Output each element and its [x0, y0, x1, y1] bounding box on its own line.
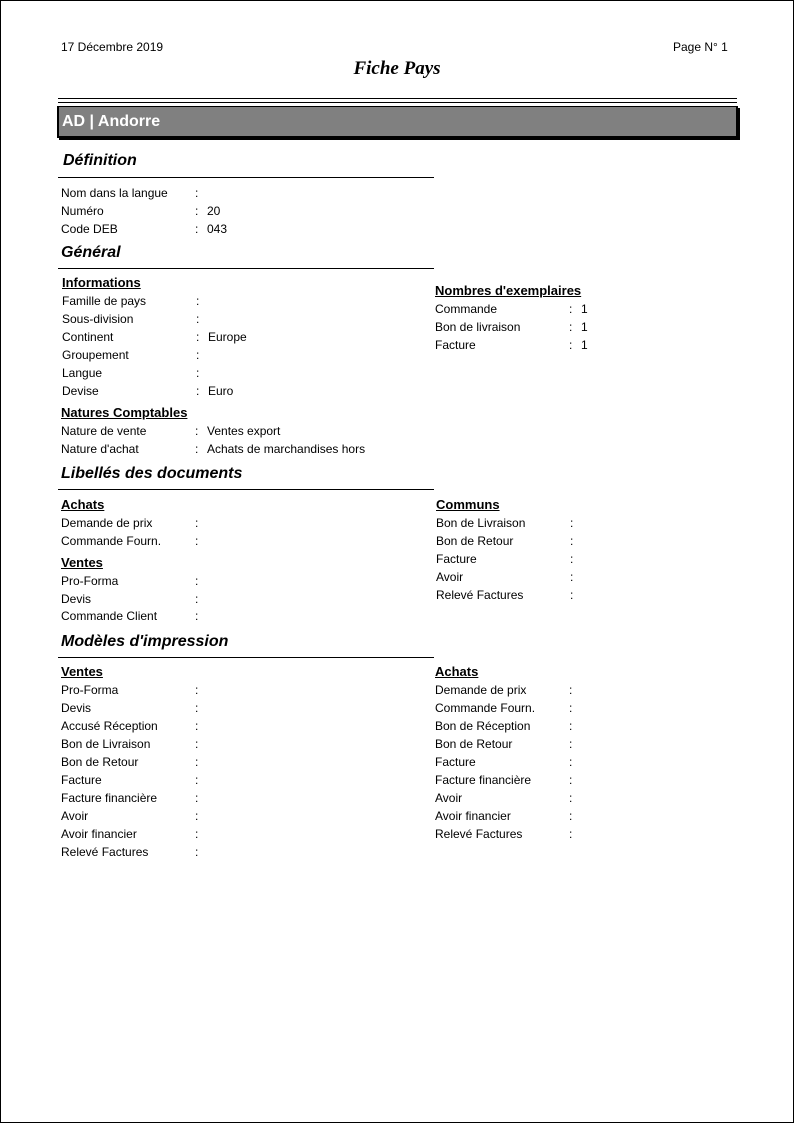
field-colon: : [195, 442, 199, 456]
field-value: 1 [581, 338, 588, 352]
report-date: 17 Décembre 2019 [61, 40, 164, 54]
field-colon: : [195, 755, 199, 769]
field-colon: : [569, 827, 573, 841]
field-label: Devis [61, 701, 92, 715]
header-rule-1 [58, 98, 737, 99]
field-colon: : [569, 719, 573, 733]
field-colon: : [195, 186, 199, 200]
field-label: Avoir [61, 809, 89, 823]
field-label: Continent [62, 330, 114, 344]
field-label: Bon de Retour [435, 737, 513, 751]
field-label: Demande de prix [61, 516, 153, 530]
field-colon: : [195, 683, 199, 697]
field-colon: : [569, 302, 573, 316]
field-label: Demande de prix [435, 683, 527, 697]
field-colon: : [195, 609, 199, 623]
field-colon: : [196, 348, 200, 362]
field-colon: : [195, 737, 199, 751]
field-colon: : [196, 366, 200, 380]
subsection-exemplaires: Nombres d'exemplaires [435, 283, 582, 298]
section-modeles-heading: Modèles d'impression [61, 633, 229, 650]
field-colon: : [570, 588, 574, 602]
field-label: Bon de Retour [436, 534, 514, 548]
field-label: Relevé Factures [436, 588, 524, 602]
field-label: Accusé Réception [61, 719, 158, 733]
field-label: Facture [61, 773, 102, 787]
field-label: Relevé Factures [61, 845, 149, 859]
field-value: Achats de marchandises hors [207, 442, 366, 456]
field-colon: : [195, 592, 199, 606]
field-label: Devise [62, 384, 99, 398]
field-colon: : [570, 570, 574, 584]
field-colon: : [195, 574, 199, 588]
section-libelles-rule [58, 489, 434, 490]
field-colon: : [195, 791, 199, 805]
field-label: Nature d'achat [61, 442, 139, 456]
section-general-heading: Général [61, 244, 121, 261]
field-value: Ventes export [207, 424, 281, 438]
field-label: Code DEB [61, 222, 118, 236]
field-colon: : [195, 424, 199, 438]
field-label: Nature de vente [61, 424, 147, 438]
field-label: Facture [436, 552, 477, 566]
subsection-libelles-communs: Communs [436, 497, 500, 512]
field-colon: : [196, 312, 200, 326]
field-colon: : [196, 330, 200, 344]
field-label: Pro-Forma [61, 683, 119, 697]
header-rule-2 [58, 102, 737, 103]
page-title: Fiche Pays [353, 58, 441, 79]
field-label: Avoir [435, 791, 463, 805]
field-label: Pro-Forma [61, 574, 119, 588]
field-value: 043 [207, 222, 228, 236]
field-label: Commande Client [61, 609, 158, 623]
field-colon: : [195, 809, 199, 823]
field-label: Bon de Réception [435, 719, 531, 733]
field-colon: : [569, 701, 573, 715]
field-label: Avoir [436, 570, 464, 584]
section-general-rule [58, 268, 434, 269]
field-colon: : [569, 755, 573, 769]
field-label: Bon de Livraison [436, 516, 526, 530]
subsection-libelles-achats: Achats [61, 497, 105, 512]
field-label: Groupement [62, 348, 129, 362]
field-colon: : [195, 534, 199, 548]
field-label: Facture [435, 755, 476, 769]
field-label: Sous-division [62, 312, 134, 326]
field-label: Famille de pays [62, 294, 147, 308]
field-colon: : [570, 534, 574, 548]
field-label: Facture financière [61, 791, 158, 805]
field-colon: : [196, 294, 200, 308]
subsection-natures: Natures Comptables [61, 405, 188, 420]
field-label: Avoir financier [61, 827, 137, 841]
field-value: 1 [581, 302, 588, 316]
field-label: Facture financière [435, 773, 532, 787]
field-colon: : [195, 516, 199, 530]
field-colon: : [569, 737, 573, 751]
field-label: Devis [61, 592, 92, 606]
field-colon: : [569, 809, 573, 823]
subsection-modeles-achats: Achats [435, 664, 479, 679]
field-colon: : [195, 204, 199, 218]
field-colon: : [195, 827, 199, 841]
field-colon: : [195, 773, 199, 787]
field-colon: : [569, 773, 573, 787]
field-colon: : [570, 552, 574, 566]
field-colon: : [569, 683, 573, 697]
field-value: 20 [207, 204, 221, 218]
field-label: Relevé Factures [435, 827, 523, 841]
field-colon: : [569, 791, 573, 805]
page-number: Page N° 1 [673, 40, 728, 54]
field-value: 1 [581, 320, 588, 334]
subsection-libelles-ventes: Ventes [61, 555, 103, 570]
field-colon: : [569, 320, 573, 334]
field-label: Commande Fourn. [435, 701, 536, 715]
field-colon: : [195, 701, 199, 715]
field-colon: : [195, 845, 199, 859]
field-colon: : [195, 719, 199, 733]
field-colon: : [196, 384, 200, 398]
section-definition-rule [58, 177, 434, 178]
subsection-informations: Informations [62, 275, 141, 290]
field-label: Commande [435, 302, 498, 316]
field-label: Avoir financier [435, 809, 511, 823]
section-modeles-rule [58, 657, 434, 658]
field-label: Nom dans la langue [61, 186, 168, 200]
field-colon: : [569, 338, 573, 352]
field-label: Bon de livraison [435, 320, 521, 334]
field-label: Facture [435, 338, 476, 352]
subsection-modeles-ventes: Ventes [61, 664, 103, 679]
country-banner-label: AD | Andorre [62, 113, 161, 130]
section-definition-heading: Définition [63, 152, 137, 169]
field-label: Commande Fourn. [61, 534, 162, 548]
country-banner [57, 106, 738, 138]
field-label: Numéro [61, 204, 104, 218]
field-label: Bon de Livraison [61, 737, 151, 751]
field-label: Langue [62, 366, 103, 380]
section-libelles-heading: Libellés des documents [61, 465, 243, 482]
field-value: Europe [208, 330, 247, 344]
field-colon: : [195, 222, 199, 236]
field-value: Euro [208, 384, 234, 398]
field-colon: : [570, 516, 574, 530]
field-label: Bon de Retour [61, 755, 139, 769]
